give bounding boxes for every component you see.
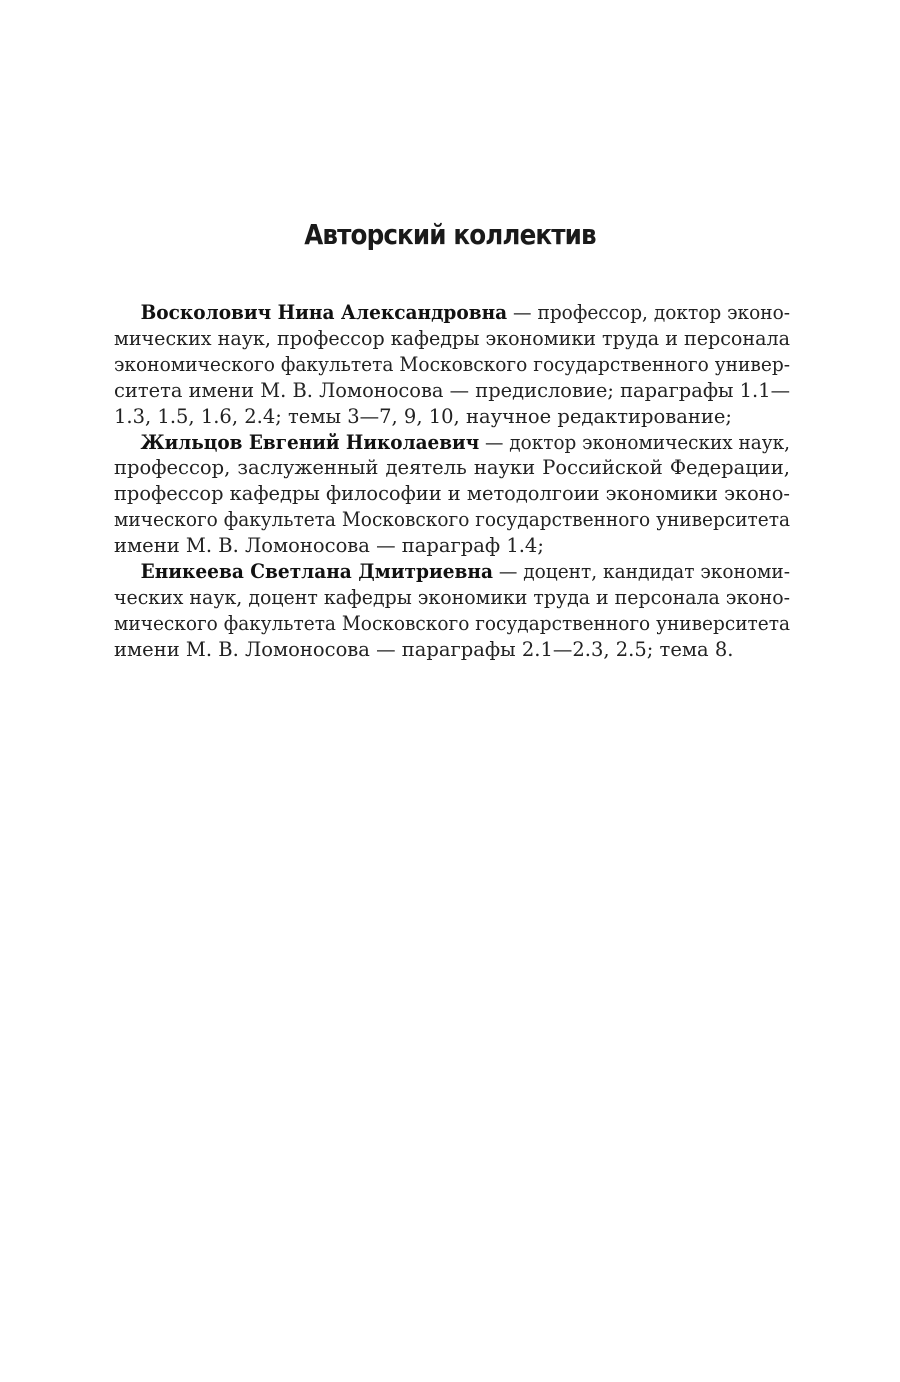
text-line: имени М. В. Ломоносова — параграфы 2.1—2.3, 2.5; тема 8. (114, 637, 734, 661)
author-entry (114, 430, 790, 560)
page-title: Авторский коллектив (304, 218, 596, 251)
text-line: ситета имени М. В. Ломоносова — предисловие; параграфы 1.1— (114, 378, 790, 402)
author-name: Еникеева Светлана Дмитриевна (140, 560, 493, 584)
author-role: — профессор, доктор эконо- (507, 301, 790, 324)
text-line: ческих наук, доцент кафедры экономики труда и персонала эконо- (114, 585, 791, 609)
text-line: имени М. В. Ломоносова — параграф 1.4; (114, 534, 544, 558)
text-line: профессор, заслуженный деятель науки Российской Федерации, (114, 456, 790, 480)
author-name: Жильцов Евгений Николаевич (140, 430, 480, 454)
text-line (114, 430, 816, 456)
author-entry (114, 559, 790, 663)
text-line: экономического факультета Московского государственного универ- (114, 352, 790, 376)
author-name: Восколович Нина Александровна (140, 301, 508, 324)
authors-list (114, 300, 790, 663)
text-line: мических наук, профессор кафедры экономики труда и персонала (114, 326, 790, 350)
author-role: — доцент, кандидат экономи- (492, 560, 790, 584)
text-line (114, 559, 817, 585)
text-line: профессор кафедры философии и методолгоии экономики эконо- (114, 482, 790, 506)
text-line: мического факультета Московского государственного университета (114, 508, 791, 532)
author-role: — доктор экономических наук, (479, 430, 790, 454)
text-line: 1.3, 1.5, 1.6, 2.4; темы 3—7, 9, 10, научное редактирование; (114, 404, 732, 428)
text-line: мического факультета Московского государственного университета (114, 611, 791, 635)
author-entry (114, 300, 790, 430)
text-line (114, 300, 817, 326)
